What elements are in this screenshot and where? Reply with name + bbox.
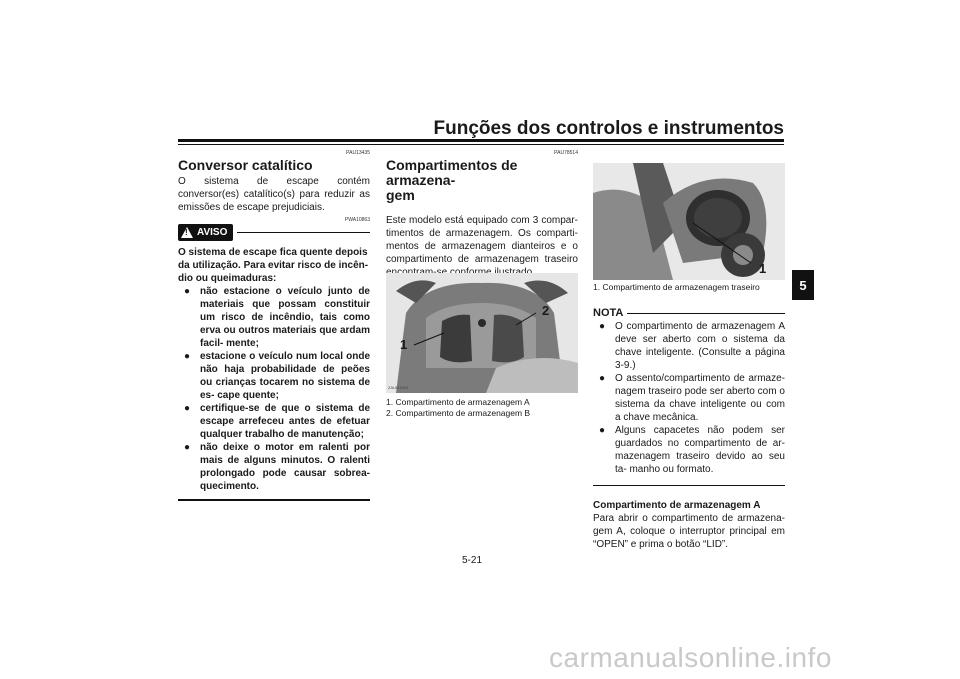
list-item: ● estacione o veículo num local onde não haja probabilidade de peões ou crianças tocarem no sistema de es- cape quente; — [184, 351, 370, 401]
list-item: ● O assento/compartimento de armaze- nagem traseiro pode ser aberto com o sistema da chave inteligente ou com a chave mecânica. — [599, 373, 785, 423]
callout-label: 2 — [542, 303, 550, 318]
watermark: carmanualsonline.info — [549, 642, 832, 673]
header-rule — [178, 139, 784, 142]
list-item: ● certifique-se de que o sistema de escape arrefeceu antes de efetuar qualquer trabalho de manutenção; — [184, 403, 370, 440]
left-column — [178, 150, 370, 501]
intro-text: Este modelo está equipado com 3 compar- timentos de armazenagem. Os comparti- mentos de armazenagem dianteiros e o compartimento de armazenagem traseiro — [386, 215, 578, 265]
section-heading: Conversor catalítico — [178, 157, 313, 173]
nota-end-rule — [593, 485, 785, 486]
warning-text: O sistema de escape fica quente depois da utilização. Para evitar risco de incên- dio ou queimaduras: — [178, 247, 369, 284]
warning-code: PWA10863 — [344, 217, 370, 223]
callout-label: 1 — [400, 337, 408, 352]
sub-body: Para abrir o compartimento de armazena- gem A, coloque o interruptor principal em “OPEN” e prima o botão “LID”. — [593, 513, 785, 550]
nota-label: NOTA — [593, 307, 624, 319]
nota-rule — [627, 313, 785, 314]
nota-list — [593, 320, 785, 476]
nota-header — [593, 307, 785, 319]
bullet-dot-icon: ● — [184, 442, 191, 453]
scooter-rear-illustration — [593, 163, 785, 280]
section-heading: Compartimentos de armazena- gem — [386, 157, 518, 203]
chapter-tab: 5 — [792, 270, 814, 300]
bullet-dot-icon: ● — [184, 351, 191, 362]
rear-storage-figure — [593, 163, 785, 280]
intro-text: O sistema de escape contém conversor(es) catalítico(s) para reduzir as emissões de escape prejudiciais. — [178, 176, 370, 213]
figure-caption: 1. Compartimento de armazenagem traseiro — [593, 282, 760, 292]
page-number: 5-21 — [462, 555, 483, 566]
aviso-label: AVISO — [197, 227, 228, 238]
list-item: ● não deixe o motor em ralenti por mais de alguns minutos. O ralenti prolongado pode causar sobrea- quecimento. — [184, 442, 370, 492]
bullet-dot-icon: ● — [184, 403, 191, 414]
aviso-badge — [178, 224, 233, 241]
warning-end-rule — [178, 499, 370, 501]
caption-line: 2. Compartimento de armazenagem B — [386, 408, 531, 418]
figure-code: ZAUM1910 — [388, 385, 409, 390]
warning-header — [178, 224, 370, 241]
right-column — [593, 282, 785, 551]
sub-heading: Compartimento de armazenagem A — [593, 500, 761, 511]
warning-list — [178, 285, 370, 493]
header-rule-thin — [178, 144, 784, 145]
middle-column — [386, 150, 578, 279]
list-item: ● não estacione o veículo junto de materiais que possam constituir um risco de incêndio, tais como erva ou outros materiais que ardam facil- mente; — [184, 286, 370, 349]
list-item: ● O compartimento de armazenagem A deve ser aberto com o sistema da chave inteligente. (Consulte a página 3-9.) — [599, 321, 785, 371]
bullet-dot-icon: ● — [184, 286, 191, 297]
list-item: ● Alguns capacetes não podem ser guardados no compartimento de ar- mazenagem traseiro devido ao seu ta- manho ou formato. — [599, 425, 785, 475]
warning-triangle-icon: ! — [181, 227, 193, 238]
bullet-dot-icon: ● — [599, 425, 606, 436]
section-code: PAU78514 — [554, 150, 578, 156]
section-code: PAU13435 — [346, 150, 370, 156]
warning-rule — [237, 232, 370, 233]
figure-captions — [386, 397, 586, 419]
caption-line: 1. Compartimento de armazenagem A — [386, 397, 530, 407]
bullet-dot-icon: ● — [599, 321, 606, 332]
scooter-front-illustration — [386, 273, 578, 393]
front-storage-figure — [386, 273, 578, 393]
bullet-dot-icon: ● — [599, 373, 606, 384]
callout-label: 1 — [759, 261, 767, 276]
page-title: Funções dos controlos e instrumentos — [433, 118, 784, 139]
